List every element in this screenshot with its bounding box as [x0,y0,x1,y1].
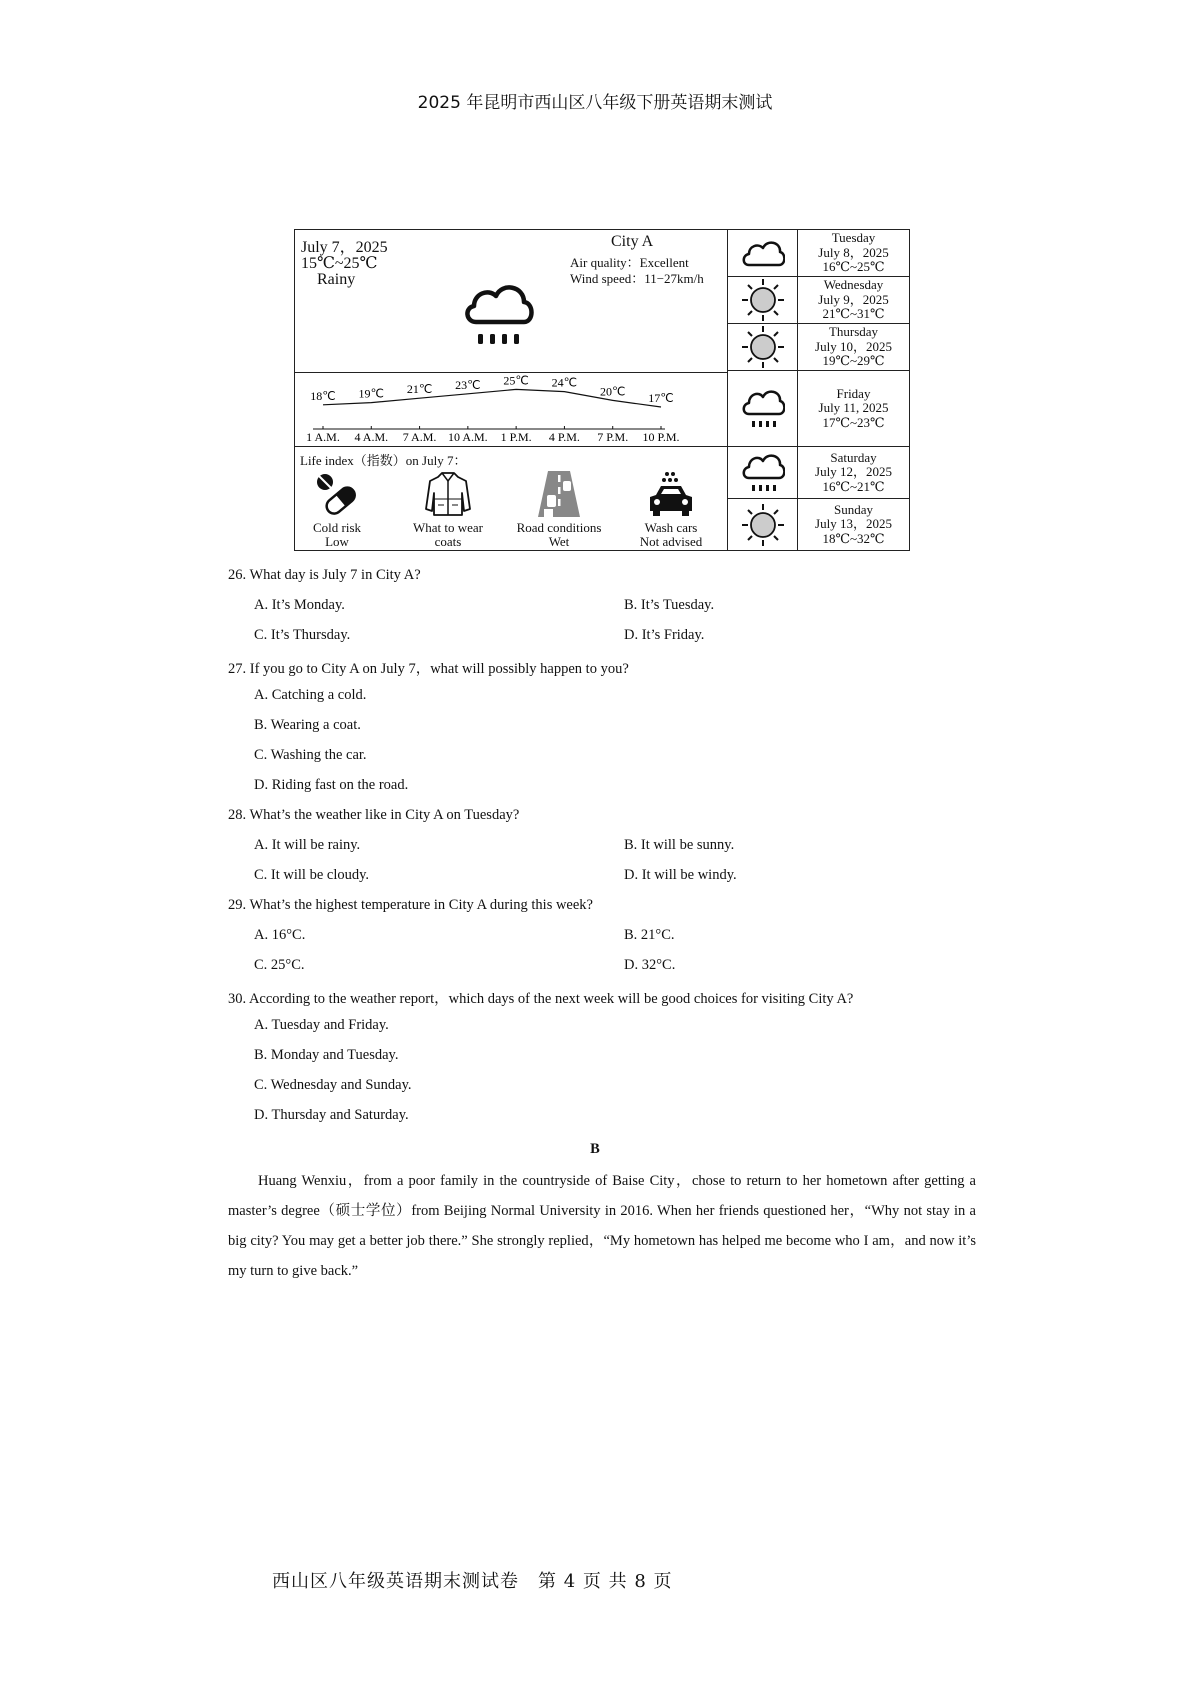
forecast-temp: 19℃~29℃ [822,353,885,369]
sun-icon [741,278,785,322]
hourly-time-label: 10 P.M. [642,430,680,444]
forecast-panel [728,230,909,550]
hourly-temp-label: 25℃ [503,373,529,388]
today-condition: Rainy [317,271,356,288]
forecast-day: Sunday [834,501,873,517]
forecast-day: Saturday [830,449,877,465]
option-27b: B. Wearing a coat. [254,717,361,733]
forecast-date: July 12，2025 [815,464,892,480]
forecast-temp: 16℃~21℃ [822,478,885,494]
option-28d: D. It will be windy. [624,867,737,883]
forecast-temp: 18℃~32℃ [822,530,885,546]
today-date: July 7，2025 [301,239,388,256]
forecast-date: July 13，2025 [815,516,892,532]
hourly-time-label: 7 P.M. [597,430,629,444]
hourly-temp-label: 20℃ [599,384,626,399]
forecast-temp: 21℃~31℃ [822,306,885,322]
option-27d: D. Riding fast on the road. [254,777,409,793]
hourly-temp-label: 19℃ [358,386,385,401]
hourly-chart-svg [295,373,726,445]
forecast-day: Thursday [828,324,879,340]
cloud-icon [741,238,785,268]
page-footer: 西山区八年级英语期末测试卷 第 4 页 共 8 页 [272,1571,673,1592]
coat-icon [424,469,472,517]
car-wash-icon [646,471,696,517]
question-30: 30. According to the weather report，which days of the next week will be good choices for visiting City A? [228,991,854,1007]
forecast-row-wednesday [728,277,909,324]
section-b-heading: B [590,1141,600,1157]
life-item-label: What to wear [412,520,484,535]
hourly-temperature-chart [295,373,727,447]
option-30b: B. Monday and Tuesday. [254,1047,399,1063]
option-30c: C. Wednesday and Sunday. [254,1077,412,1093]
forecast-day: Tuesday [831,230,876,246]
question-29: 29. What’s the highest temperature in City A during this week? [228,897,593,913]
option-29a: A. 16°C. [254,927,306,943]
weather-report [294,229,910,551]
hourly-time-label: 7 A.M. [402,430,437,444]
weather-left-panel [295,230,728,550]
option-26b: B. It’s Tuesday. [624,597,715,613]
life-item-value: Wet [548,534,570,549]
page-header: 2025 年昆明市西山区八年级下册英语期末测试 [417,93,773,113]
hourly-temp-label: 24℃ [551,375,578,390]
life-item-value: coats [434,534,462,549]
today-panel [295,230,727,373]
life-index-panel [295,447,727,550]
rain-cloud-icon [462,278,536,350]
forecast-date: July 11, 2025 [818,400,889,416]
air-quality: Air quality：Excellent [570,255,689,270]
hourly-time-label: 10 A.M. [448,430,488,444]
hourly-time-label: 1 P.M. [500,430,532,444]
life-item-cold-risk [282,469,392,549]
option-26c: C. It’s Thursday. [254,627,351,643]
life-item-value: Not advised [639,534,703,549]
question-26: 26. What day is July 7 in City A? [228,567,421,583]
option-29c: C. 25°C. [254,957,305,973]
forecast-temp: 16℃~25℃ [822,259,885,275]
life-item-wash-cars [616,469,726,549]
forecast-day: Wednesday [823,277,884,293]
question-28: 28. What’s the weather like in City A on Tuesday? [228,807,520,823]
section-b-paragraph: Huang Wenxiu，from a poor family in the countryside of Baise City，chose to return to her hometown after getting a master’s degree（硕士学位）from Beijing Normal University in 2016. When her friends questioned her，“Why not stay in a big city? You may get a better job there.” She strongly replied，“My hometown has helped me become who I am，and now it’s my turn to give back.” [228,1173,976,1279]
option-28b: B. It will be sunny. [624,837,735,853]
life-index-title: Life index（指数）on July 7： [300,453,467,468]
option-28c: C. It will be cloudy. [254,867,370,883]
option-28a: A. It will be rainy. [254,837,361,853]
forecast-temp: 17℃~23℃ [822,414,885,430]
hourly-time-label: 4 A.M. [354,430,389,444]
forecast-date: July 9，2025 [818,291,889,307]
sun-icon [741,325,785,369]
option-30a: A. Tuesday and Friday. [254,1017,389,1033]
sun-icon [741,503,785,547]
option-30d: D. Thursday and Saturday. [254,1107,409,1123]
hourly-temp-label: 21℃ [406,382,433,397]
life-item-wear [393,469,503,549]
rain-cloud-icon [741,388,785,430]
hourly-time-label: 4 P.M. [548,430,580,444]
life-item-label: Road conditions [516,520,602,535]
hourly-temp-label: 23℃ [455,377,481,392]
life-item-label: Wash cars [644,520,698,535]
option-26a: A. It’s Monday. [254,597,345,613]
hourly-temp-label: 17℃ [648,391,674,405]
pill-icon [313,471,361,517]
city-name: City A [611,233,654,250]
rain-cloud-icon [741,452,785,494]
hourly-time-label: 1 A.M. [306,430,340,444]
forecast-row-thursday [728,324,909,371]
forecast-row-saturday [728,447,909,499]
forecast-row-tuesday [728,230,909,277]
life-item-label: Cold risk [312,520,362,535]
forecast-row-friday [728,371,909,447]
option-26d: D. It’s Friday. [624,627,705,643]
option-27a: A. Catching a cold. [254,687,367,703]
life-item-value: Low [325,534,349,549]
option-29b: B. 21°C. [624,927,675,943]
forecast-row-sunday [728,499,909,550]
forecast-date: July 10，2025 [815,338,892,354]
road-icon [534,471,584,517]
wind-speed: Wind speed：11−27km/h [570,271,704,286]
forecast-day: Friday [836,385,871,401]
today-temp: 15℃~25℃ [301,255,378,272]
option-27c: C. Washing the car. [254,747,367,763]
life-item-road [504,469,614,549]
option-29d: D. 32°C. [624,957,676,973]
question-27: 27. If you go to City A on July 7，what will possibly happen to you? [228,661,629,677]
forecast-date: July 8，2025 [818,244,889,260]
hourly-temp-label: 18℃ [310,388,336,403]
